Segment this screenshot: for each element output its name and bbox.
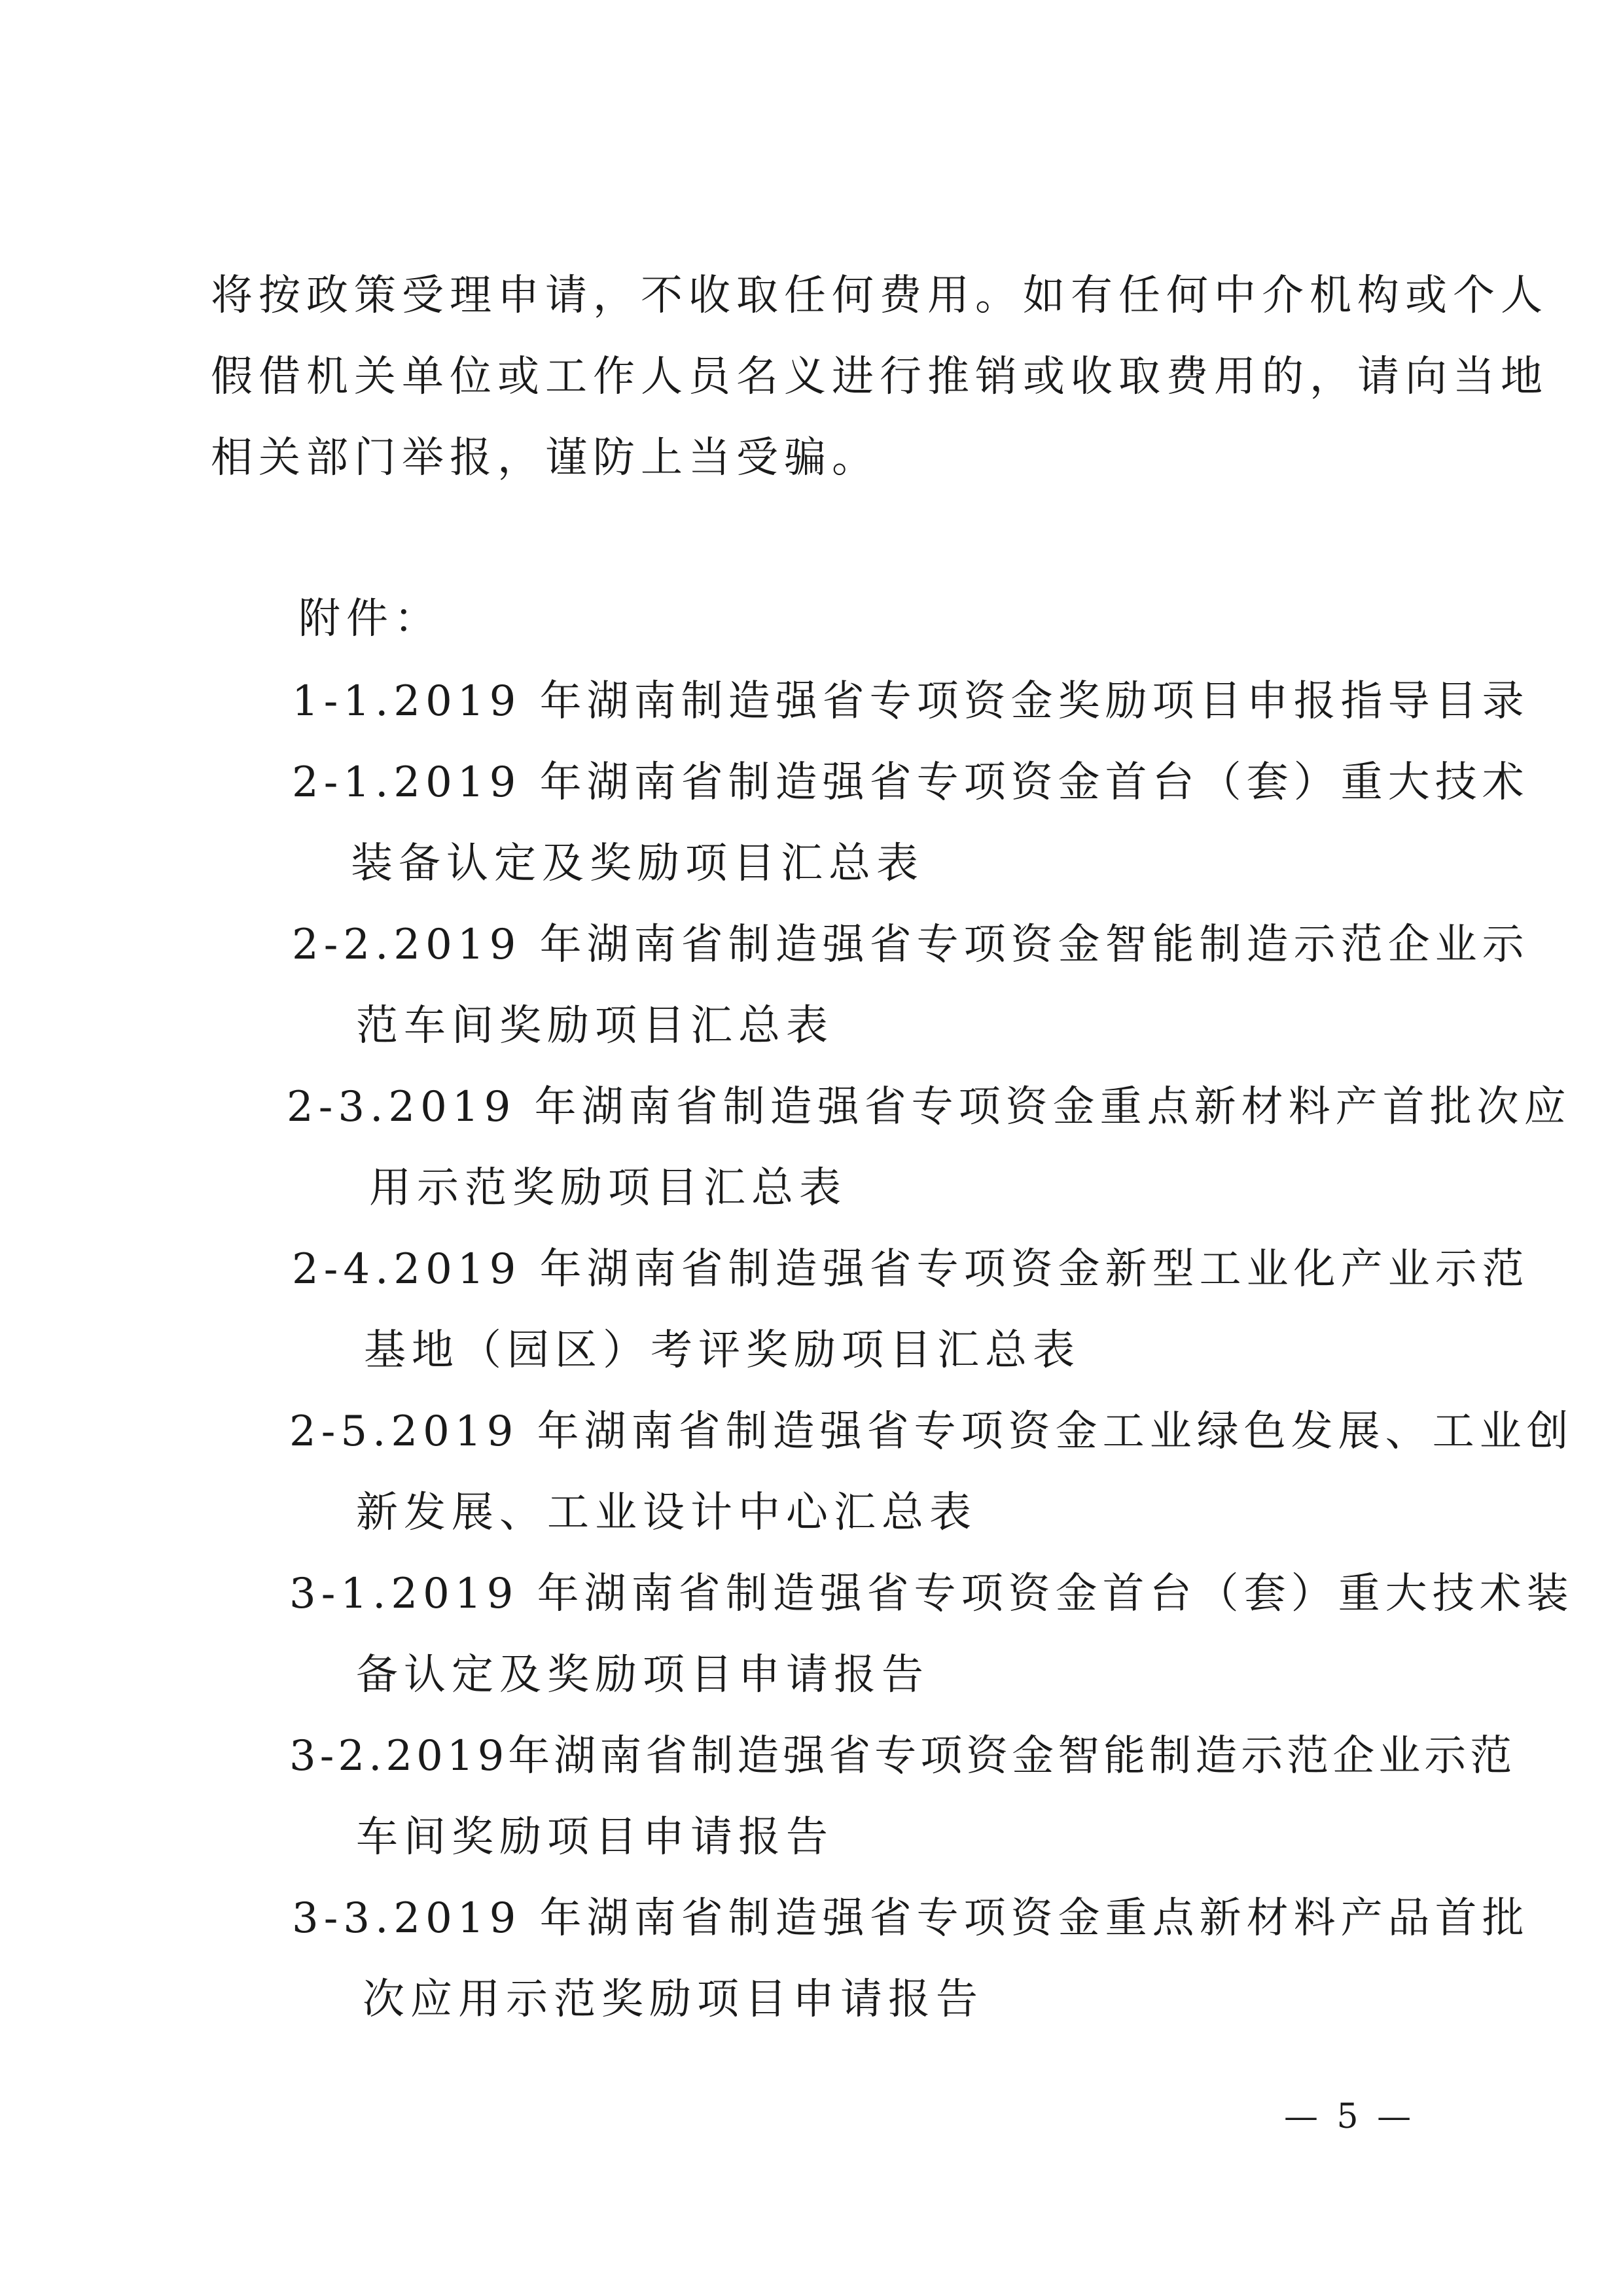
body-line-3: 相关部门举报，谨防上当受骗。 (211, 434, 880, 482)
attachment-item (292, 674, 1529, 729)
attachment-title: 2-3.2019 年湖南省制造强省专项资金重点新材料产首批次应 (287, 1083, 1571, 1131)
attachment-title-continued: 新发展、工业设计中心汇总表 (356, 1489, 977, 1537)
attachment-item (289, 1566, 1574, 1703)
attachment-item (292, 755, 1529, 891)
attachment-title-continued: 次应用示范奖励项目申请报告 (363, 1975, 984, 2024)
attachment-title-continued: 备认定及奖励项目申请报告 (356, 1651, 929, 1699)
attachment-title-continued: 基地（园区）考评奖励项目汇总表 (364, 1326, 1080, 1375)
attachment-title: 2-1.2019 年湖南省制造强省专项资金首台（套）重大技术 (292, 758, 1529, 807)
attachment-title: 2-5.2019 年湖南省制造强省专项资金工业绿色发展、工业创 (289, 1407, 1574, 1456)
attachment-title: 1-1.2019 年湖南制造强省专项资金奖励项目申报指导目录 (292, 677, 1529, 726)
attachment-item (287, 1080, 1571, 1216)
attachment-title-continued: 装备认定及奖励项目汇总表 (351, 839, 924, 888)
page-number: — 5 — (1284, 2097, 1416, 2136)
attachment-title-continued: 车间奖励项目申请报告 (356, 1813, 834, 1862)
attachment-item (289, 1404, 1574, 1540)
attachment-title: 3-1.2019 年湖南省制造强省专项资金首台（套）重大技术装 (289, 1570, 1574, 1618)
attachment-title: 3-2.2019年湖南省制造强省专项资金智能制造示范企业示范 (289, 1732, 1516, 1780)
body-line-1: 将按政策受理申请，不收取任何费用。如有任何中介机构或个人 (211, 272, 1548, 320)
attachment-title-continued: 范车间奖励项目汇总表 (356, 1002, 834, 1050)
attachment-item (292, 1242, 1529, 1378)
attachment-title: 2-2.2019 年湖南省制造强省专项资金智能制造示范企业示 (292, 921, 1529, 969)
attachment-title-continued: 用示范奖励项目汇总表 (369, 1164, 847, 1212)
attachment-item (292, 917, 1529, 1053)
attachment-item (289, 1729, 1516, 1865)
attachment-title: 2-4.2019 年湖南省制造强省专项资金新型工业化产业示范 (292, 1245, 1529, 1294)
body-line-2: 假借机关单位或工作人员名义进行推销或收取费用的，请向当地 (211, 353, 1548, 401)
attachments-label: 附件： (298, 595, 442, 643)
attachment-title: 3-3.2019 年湖南省制造强省专项资金重点新材料产品首批 (292, 1894, 1529, 1943)
attachment-item (292, 1891, 1529, 2027)
